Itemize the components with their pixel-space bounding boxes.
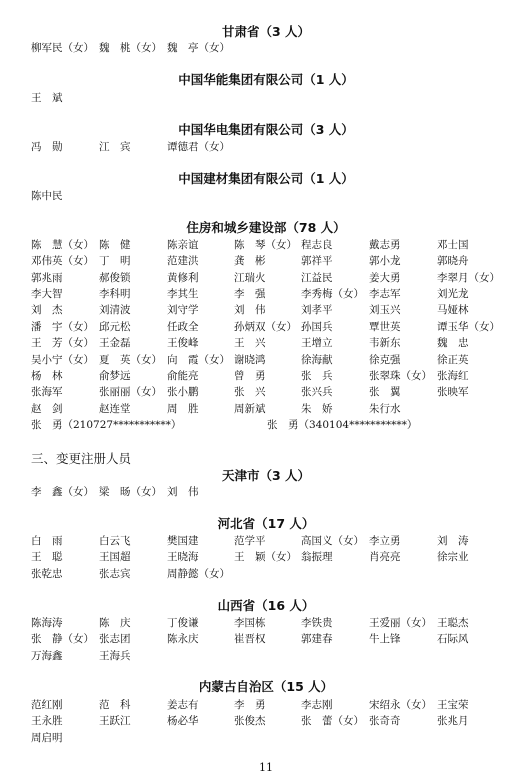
- person-name: 周 胜: [167, 403, 199, 415]
- person-name: 江 宾: [99, 141, 131, 153]
- person-name: 柳军民（女）: [31, 42, 94, 54]
- person-name: 张映军: [437, 386, 469, 398]
- person-name: 江益民: [301, 272, 333, 284]
- person-name: 邓士国: [437, 239, 469, 251]
- person-name: 王晓海: [167, 551, 199, 563]
- person-name: 肖亮亮: [369, 551, 401, 563]
- name-row: [0, 302, 532, 318]
- person-name: 李大智: [31, 288, 63, 300]
- person-name: 范学平: [234, 535, 266, 547]
- person-name: 张乾忠: [31, 568, 63, 580]
- person-name: 郭兆雨: [31, 272, 63, 284]
- person-name: 马娅林: [437, 304, 469, 316]
- person-name: 张丽丽（女）: [99, 386, 162, 398]
- person-name: 牛上锋: [369, 633, 401, 645]
- section-heading: 甘肃省（3 人）: [221, 24, 311, 39]
- person-name: 张 静（女）: [31, 633, 94, 645]
- section-heading: 住房和城乡建设部（78 人）: [186, 220, 346, 235]
- person-name: 向 霞（女）: [167, 354, 230, 366]
- person-name: 樊国建: [167, 535, 199, 547]
- person-name: 王 颖（女）: [234, 551, 297, 563]
- person-name: 张小鹏: [167, 386, 199, 398]
- person-name: 魏 亭（女）: [167, 42, 230, 54]
- person-name: 刘玉兴: [369, 304, 401, 316]
- name-row: [0, 697, 532, 713]
- person-name: 龚 彬: [234, 255, 266, 267]
- person-name: 覃世英: [369, 321, 401, 333]
- person-name: 陈亲谊: [167, 239, 199, 251]
- person-name: 谢晓鸿: [234, 354, 266, 366]
- person-name: 刘 涛: [437, 535, 469, 547]
- person-name: 郭晓舟: [437, 255, 469, 267]
- name-row: [0, 319, 532, 335]
- section-heading: 中国建材集团有限公司（1 人）: [178, 171, 354, 186]
- person-name: 周启明: [31, 732, 63, 744]
- person-name: 杨 林: [31, 370, 63, 382]
- name-row: [0, 368, 532, 384]
- person-name: 郭建春: [301, 633, 333, 645]
- person-name: 张 蕾（女）: [301, 715, 364, 727]
- person-name: 戴志勇: [369, 239, 401, 251]
- person-name: 陈海涛: [31, 617, 63, 629]
- person-name: 郭祥平: [301, 255, 333, 267]
- section-heading: 内蒙古自治区（15 人）: [198, 679, 334, 694]
- name-row: [0, 484, 532, 500]
- person-name: 张俊杰: [234, 715, 266, 727]
- person-name: 翁振理: [301, 551, 333, 563]
- person-name: 张兴兵: [301, 386, 333, 398]
- person-name: 张兆月: [437, 715, 469, 727]
- name-row: [0, 533, 532, 549]
- name-row: [0, 401, 532, 417]
- person-name: 徐海献: [301, 354, 333, 366]
- person-name: 李 鑫（女）: [31, 486, 94, 498]
- person-name: 张志团: [99, 633, 131, 645]
- person-name: 李立勇: [369, 535, 401, 547]
- person-name: 赵 剑: [31, 403, 63, 415]
- person-name: 张奇奇: [369, 715, 401, 727]
- section-heading: 中国华能集团有限公司（1 人）: [178, 72, 354, 87]
- person-name: 俞梦远: [99, 370, 131, 382]
- name-row: [0, 90, 532, 106]
- person-name: 刘清波: [99, 304, 131, 316]
- person-name: 孙国兵: [301, 321, 333, 333]
- person-name: 王爱丽（女）: [369, 617, 432, 629]
- person-name-with-id: 张 勇（210727***********）: [31, 419, 182, 431]
- section-heading: 山西省（16 人）: [217, 598, 315, 613]
- person-name: 王海兵: [99, 650, 131, 662]
- section-heading: 河北省（17 人）: [217, 516, 315, 531]
- person-name: 范 科: [99, 699, 131, 711]
- person-name: 黄修利: [167, 272, 199, 284]
- name-row: [0, 615, 532, 631]
- person-name: 崔晋权: [234, 633, 266, 645]
- person-name: 王跃江: [99, 715, 131, 727]
- person-name: 李秀梅（女）: [301, 288, 364, 300]
- person-name: 徐克强: [369, 354, 401, 366]
- page-number: 11: [259, 761, 273, 774]
- person-name: 丁 明: [99, 255, 131, 267]
- name-row: [0, 730, 532, 746]
- name-row: [0, 237, 532, 253]
- person-name: 李志军: [369, 288, 401, 300]
- name-row: [0, 286, 532, 302]
- person-name: 吴小宁（女）: [31, 354, 94, 366]
- name-row: [0, 335, 532, 351]
- name-row: [0, 40, 532, 56]
- person-name: 高国义（女）: [301, 535, 364, 547]
- person-name: 周新斌: [234, 403, 266, 415]
- person-name: 刘 伟: [167, 486, 199, 498]
- person-name: 陈 庆: [99, 617, 131, 629]
- name-row: [0, 384, 532, 400]
- person-name: 刘 伟: [234, 304, 266, 316]
- name-row: [0, 549, 532, 565]
- person-name: 张 兵: [301, 370, 333, 382]
- person-name: 宋绍永（女）: [369, 699, 432, 711]
- person-name: 王 兴: [234, 337, 266, 349]
- person-name: 任政全: [167, 321, 199, 333]
- name-row: [0, 648, 532, 664]
- person-name: 谭玉华（女）: [437, 321, 500, 333]
- person-name: 孙炳双（女）: [234, 321, 297, 333]
- person-name: 邓伟英（女）: [31, 255, 94, 267]
- person-name: 陈 健: [99, 239, 131, 251]
- section-heading: 天津市（3 人）: [221, 468, 311, 483]
- person-name: 张海军: [31, 386, 63, 398]
- person-name: 徐正英: [437, 354, 469, 366]
- name-row: [0, 713, 532, 729]
- person-name: 李其生: [167, 288, 199, 300]
- person-name: 韦新东: [369, 337, 401, 349]
- person-name: 姜志有: [167, 699, 199, 711]
- person-name: 范建洪: [167, 255, 199, 267]
- name-row: [0, 566, 532, 582]
- person-name: 万海鑫: [31, 650, 63, 662]
- person-name: 姜大勇: [369, 272, 401, 284]
- person-name: 郝俊锁: [99, 272, 131, 284]
- person-name: 白云飞: [99, 535, 131, 547]
- person-name: 王永胜: [31, 715, 63, 727]
- person-name: 王金磊: [99, 337, 131, 349]
- person-name: 赵连堂: [99, 403, 131, 415]
- person-name: 王聪杰: [437, 617, 469, 629]
- person-name: 邱元松: [99, 321, 131, 333]
- person-name: 丁俊谦: [167, 617, 199, 629]
- person-name: 魏 桃（女）: [99, 42, 162, 54]
- person-name: 刘 杰: [31, 304, 63, 316]
- person-name: 杨必华: [167, 715, 199, 727]
- name-row: [0, 270, 532, 286]
- name-row: [0, 139, 532, 155]
- name-row: [0, 631, 532, 647]
- person-name: 石际风: [437, 633, 469, 645]
- person-name: 王宝荣: [437, 699, 469, 711]
- person-name: 李 强: [234, 288, 266, 300]
- person-name: 刘光龙: [437, 288, 469, 300]
- person-name: 周静懿（女）: [167, 568, 230, 580]
- person-name: 郭小龙: [369, 255, 401, 267]
- person-name: 张 兴: [234, 386, 266, 398]
- person-name: 梁 旸（女）: [99, 486, 162, 498]
- person-name: 王 斌: [31, 92, 63, 104]
- person-name: 冯 勋: [31, 141, 63, 153]
- person-name: 刘守学: [167, 304, 199, 316]
- person-name: 张志宾: [99, 568, 131, 580]
- name-row: [0, 352, 532, 368]
- name-row: [0, 253, 532, 269]
- person-name: 张海红: [437, 370, 469, 382]
- person-name: 李翠月（女）: [437, 272, 500, 284]
- person-name: 陈永庆: [167, 633, 199, 645]
- person-name: 白 雨: [31, 535, 63, 547]
- person-name: 刘孝平: [301, 304, 333, 316]
- person-name: 王俊峰: [167, 337, 199, 349]
- person-name: 李 勇: [234, 699, 266, 711]
- person-name: 程志良: [301, 239, 333, 251]
- person-name: 陈 慧（女）: [31, 239, 94, 251]
- person-name: 潘 宇（女）: [31, 321, 94, 333]
- person-name: 王国超: [99, 551, 131, 563]
- section-title: 三、变更注册人员: [31, 451, 132, 466]
- person-name-with-id: 张 勇（340104***********）: [267, 419, 418, 431]
- person-name: 李国栋: [234, 617, 266, 629]
- person-name: 陈中民: [31, 190, 63, 202]
- person-name: 王 芳（女）: [31, 337, 94, 349]
- person-name: 朱行水: [369, 403, 401, 415]
- person-name: 李科明: [99, 288, 131, 300]
- name-row: [0, 188, 532, 204]
- person-name: 王增立: [301, 337, 333, 349]
- person-name: 夏 英（女）: [99, 354, 162, 366]
- person-name: 朱 娇: [301, 403, 333, 415]
- person-name: 范红刚: [31, 699, 63, 711]
- section-heading: 中国华电集团有限公司（3 人）: [178, 122, 354, 137]
- person-name: 张翠珠（女）: [369, 370, 432, 382]
- person-name: 江瑞火: [234, 272, 266, 284]
- name-row: [0, 417, 532, 433]
- person-name: 李铁贵: [301, 617, 333, 629]
- person-name: 魏 忠: [437, 337, 469, 349]
- person-name: 李志刚: [301, 699, 333, 711]
- person-name: 张 翼: [369, 386, 401, 398]
- person-name: 俞能亮: [167, 370, 199, 382]
- person-name: 曾 勇: [234, 370, 266, 382]
- person-name: 陈 琴（女）: [234, 239, 297, 251]
- person-name: 谭德君（女）: [167, 141, 230, 153]
- person-name: 王 聪: [31, 551, 63, 563]
- person-name: 徐宗业: [437, 551, 469, 563]
